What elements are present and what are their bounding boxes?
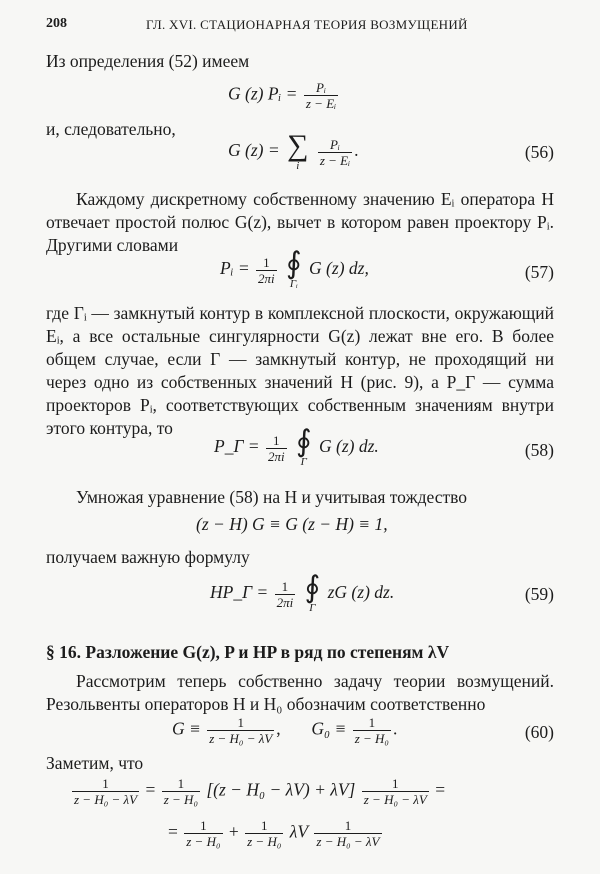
eq60-tail: .: [392, 718, 398, 739]
eq60-fraction-1: [207, 715, 274, 746]
equation-61-line-1: [70, 776, 445, 807]
eq59-num: 1: [275, 579, 296, 595]
integral-contour-label: Γ: [309, 602, 316, 614]
equation-56: [228, 129, 359, 172]
eq61b-num2: 1: [245, 818, 283, 834]
running-title: ГЛ. XVI. СТАЦИОНАРНАЯ ТЕОРИЯ ВОЗМУЩЕНИЙ: [146, 17, 468, 32]
eq57-number: (57): [524, 262, 554, 282]
eq59-lhs: HP_Γ =: [210, 582, 269, 603]
paragraph-4: где Γᵢ — замкнутый контур в комплексной плоскости, окружающий Eᵢ, а все остальные сингулярности G(z) лежат вне его. В более общем случае, если Γ — замкнутый контур, не проходящий ни через одно из собственных значений H (рис. 9), а P_Γ — сумма проекторов Pᵢ, соответствующих собственным значениям внутри этого контура, то: [46, 303, 554, 438]
sum-symbol: ∑: [287, 129, 309, 162]
eq59-fraction: [275, 579, 296, 610]
identity-text: (z − H) G ≡ G (z − H) ≡ 1,: [196, 514, 388, 534]
eq61a-fraction-2: [162, 776, 200, 807]
equation-58: [214, 425, 379, 468]
eq56-tail: .: [354, 140, 359, 161]
eq60-lhs1: G ≡: [172, 718, 201, 739]
eq56-den: z − Eᵢ: [319, 152, 351, 168]
contour-integral-58: [295, 425, 312, 468]
integral-symbol: ∮: [286, 247, 302, 280]
contour-integral-59: [304, 571, 321, 614]
eq61a-equals: =: [145, 779, 156, 800]
eq56-lhs: G (z) =: [228, 140, 280, 161]
eq61a-tail: =: [435, 779, 446, 800]
eq61a-den3: z − H₀ − λV: [363, 792, 427, 807]
eq60-fraction-2: [353, 715, 391, 746]
integral-contour-label: Γ: [300, 456, 307, 468]
eq57-fraction: [256, 255, 277, 286]
eq61b-den3: z − H₀ − λV: [316, 834, 380, 849]
integral-contour-label: Γᵢ: [289, 278, 298, 290]
eq58-fraction: [266, 433, 287, 464]
section-heading: § 16. Разложение G(z), P и HP в ряд по степеням λV: [46, 642, 450, 662]
eq59-rhs: zG (z) dz.: [327, 582, 395, 603]
paragraph-8: Заметим, что: [46, 753, 144, 773]
eq60-sep: ,: [276, 718, 281, 739]
eq60-num2: 1: [353, 715, 391, 731]
paragraph-6: получаем важную формулу: [46, 547, 250, 567]
eq60-number: (60): [524, 722, 554, 742]
eq60-den1: z − H₀ − λV: [209, 731, 273, 746]
page-number: 208: [46, 16, 67, 31]
eq57-num: 1: [256, 255, 277, 271]
eq58-rhs: G (z) dz.: [318, 436, 379, 457]
eq61b-num1: 1: [184, 818, 222, 834]
eq61a-num1: 1: [72, 776, 139, 792]
eq61b-lambda-v: λV: [289, 821, 309, 842]
eq58-lhs: P_Γ =: [214, 436, 260, 457]
eq61b-fraction-2: [245, 818, 283, 849]
integral-symbol: ∮: [304, 571, 321, 604]
eq58-number: (58): [524, 440, 554, 460]
equation-57: [220, 247, 369, 290]
equation-60: [172, 715, 397, 746]
eq61b-plus: +: [228, 821, 239, 842]
paragraph-7: Рассмотрим теперь собственно задачу теории возмущений. Резольвенты операторов H и H₀ обозначим соответственно: [46, 671, 554, 714]
eq61b-fraction-1: [184, 818, 222, 849]
eq58-den: 2πi: [267, 448, 285, 464]
eq-a-fraction: [304, 80, 338, 111]
sum-operator: [287, 129, 309, 172]
eq61b-den2: z − H₀: [247, 834, 282, 849]
eq61b-den1: z − H₀: [186, 834, 221, 849]
contour-integral-57: [286, 247, 302, 290]
paragraph-5: Умножая уравнение (58) на H и учитывая тождество: [76, 487, 467, 507]
eq61a-bracket: [(z − H₀ − λV) + λV]: [206, 779, 356, 800]
eq57-lhs: Pᵢ =: [220, 258, 250, 279]
eq61b-equals: =: [168, 821, 178, 842]
paragraph-2: и, следовательно,: [46, 119, 176, 139]
integral-symbol: ∮: [295, 425, 312, 458]
eq57-den: 2πi: [258, 270, 275, 286]
eq60-num1: 1: [207, 715, 274, 731]
eq59-den: 2πi: [276, 594, 294, 610]
eq61a-den2: z − H₀: [163, 792, 198, 807]
paragraph-1: Из определения (52) имеем: [46, 51, 250, 71]
eq58-num: 1: [266, 433, 287, 449]
eq61b-num3: 1: [314, 818, 381, 834]
equation-59: [210, 571, 395, 614]
eq61a-num3: 1: [362, 776, 429, 792]
eq-a-lhs: G (z) Pᵢ =: [228, 83, 298, 104]
equation-a: [228, 80, 340, 111]
eq59-number: (59): [524, 584, 554, 604]
eq61b-fraction-3: [314, 818, 381, 849]
eq56-fraction: [318, 137, 352, 168]
eq60-den2: z − H₀: [354, 731, 389, 746]
eq61a-den1: z − H₀ − λV: [74, 792, 138, 807]
eq56-num: Pᵢ: [329, 136, 340, 152]
paragraph-3: Каждому дискретному собственному значению Eᵢ оператора H отвечает простой полюс G(z), вычет в котором равен проектору Pᵢ. Другими словами: [46, 189, 554, 255]
eq57-rhs: G (z) dz,: [309, 258, 369, 279]
eq-a-num: Pᵢ: [316, 80, 327, 95]
eq-a-den: z − Eᵢ: [305, 96, 337, 111]
eq61a-fraction-1: [72, 776, 139, 807]
equation-61-line-2: [168, 818, 384, 849]
eq56-number: (56): [524, 142, 554, 162]
equation-identity: [196, 514, 388, 535]
eq61a-fraction-3: [362, 776, 429, 807]
sum-index: i: [296, 160, 300, 172]
eq60-lhs2: G₀ ≡: [311, 718, 347, 739]
eq61a-num2: 1: [162, 776, 200, 792]
